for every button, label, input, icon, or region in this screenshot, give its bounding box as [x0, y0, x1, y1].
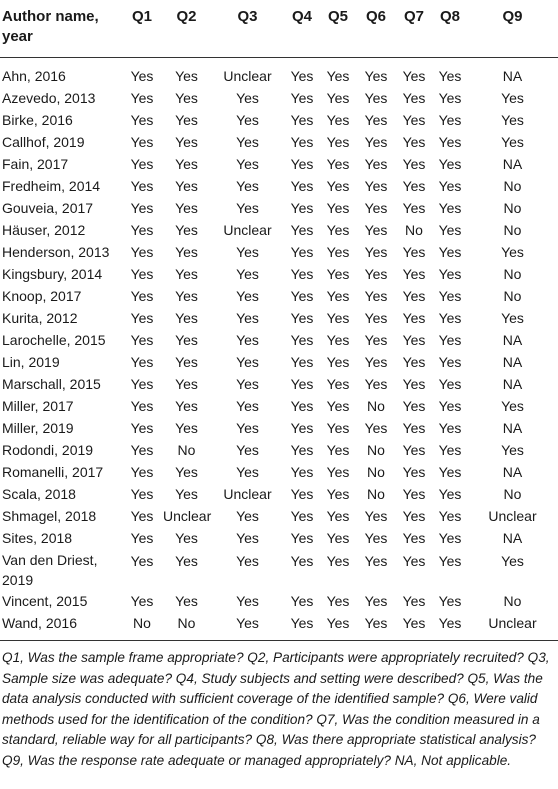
- rating-cell-q7: Yes: [402, 508, 426, 524]
- rating-cell-q4: Yes: [290, 553, 314, 569]
- rating-cell-q4: Yes: [290, 178, 314, 194]
- rating-cell-q7: Yes: [402, 354, 426, 370]
- rating-cell-q8: Yes: [438, 553, 462, 569]
- rating-cell-q6: Yes: [364, 156, 388, 172]
- rating-cell-q8: Yes: [438, 376, 462, 392]
- author-cell: Fain, 2017: [2, 156, 69, 172]
- table-row: [0, 197, 558, 219]
- rating-cell-q3: Yes: [236, 288, 259, 304]
- rating-cell-q9: Yes: [501, 134, 524, 150]
- rating-cell-q5: Yes: [326, 288, 350, 304]
- rating-cell-q8: Yes: [438, 530, 462, 546]
- rating-cell-q3: Yes: [236, 178, 259, 194]
- rating-cell-q4: Yes: [290, 593, 314, 609]
- rating-cell-q2: Yes: [175, 332, 198, 348]
- rating-cell-q4: Yes: [290, 486, 314, 502]
- rating-cell-q2: Yes: [175, 266, 198, 282]
- rating-cell-q3: Yes: [236, 112, 259, 128]
- rating-cell-q1: Yes: [130, 288, 154, 304]
- rating-cell-q4: Yes: [290, 266, 314, 282]
- rating-cell-q4: Yes: [285, 612, 319, 641]
- rating-cell-q5: Yes: [326, 486, 350, 502]
- author-cell: Callhof, 2019: [2, 134, 85, 150]
- rating-cell-q3: Yes: [236, 530, 259, 546]
- author-cell: Fredheim, 2014: [2, 178, 101, 194]
- rating-cell-q2: Unclear: [163, 508, 212, 524]
- rating-cell-q5: Yes: [326, 156, 350, 172]
- rating-cell-q3: Yes: [236, 508, 259, 524]
- author-cell: Marschall, 2015: [2, 376, 101, 392]
- rating-cell-q1: Yes: [130, 310, 154, 326]
- rating-cell-q9: Yes: [501, 244, 524, 260]
- rating-cell-q2: Yes: [175, 244, 198, 260]
- rating-cell-q6: Yes: [364, 354, 388, 370]
- author-cell: Häuser, 2012: [2, 222, 86, 238]
- rating-cell-q6: Yes: [364, 508, 388, 524]
- rating-cell-q8: Yes: [438, 244, 462, 260]
- rating-cell-q6: Yes: [364, 593, 388, 609]
- rating-cell-q5: Yes: [326, 90, 350, 106]
- rating-cell-q8: Yes: [438, 464, 462, 480]
- table-row: [0, 131, 558, 153]
- table-row: [0, 417, 558, 439]
- table-row: [0, 483, 558, 505]
- rating-cell-q9: NA: [502, 332, 523, 348]
- rating-cell-q5: Yes: [326, 398, 350, 414]
- rating-cell-q6: Yes: [364, 266, 388, 282]
- rating-cell-q5: Yes: [326, 420, 350, 436]
- rating-cell-q3: Yes: [236, 354, 259, 370]
- rating-cell-q2: Yes: [175, 222, 198, 238]
- rating-cell-q7: Yes: [402, 486, 426, 502]
- author-cell: Lin, 2019: [2, 354, 60, 370]
- rating-cell-q6: Yes: [364, 376, 388, 392]
- rating-cell-q2: Yes: [175, 376, 198, 392]
- rating-cell-q5: Yes: [326, 178, 350, 194]
- author-cell: Vincent, 2015: [2, 593, 88, 609]
- rating-cell-q2: Yes: [175, 134, 198, 150]
- rating-cell-q7: Yes: [402, 420, 426, 436]
- rating-cell-q3: Yes: [236, 134, 259, 150]
- rating-cell-q2: Yes: [175, 420, 198, 436]
- rating-cell-q8: Yes: [438, 508, 462, 524]
- rating-cell-q6: Yes: [364, 420, 388, 436]
- rating-cell-q6: Yes: [364, 112, 388, 128]
- table-row: [0, 175, 558, 197]
- table-row: [0, 285, 558, 307]
- rating-cell-q3: Yes: [236, 376, 259, 392]
- rating-cell-q9: Unclear: [467, 612, 558, 641]
- column-header-q4: Q4: [285, 0, 319, 58]
- rating-cell-q2: Yes: [175, 310, 198, 326]
- rating-cell-q4: Yes: [290, 68, 314, 84]
- rating-cell-q5: Yes: [326, 593, 350, 609]
- rating-cell-q2: Yes: [175, 553, 198, 569]
- rating-cell-q2: No: [163, 612, 210, 641]
- rating-cell-q7: Yes: [402, 68, 426, 84]
- rating-cell-q1: Yes: [130, 266, 154, 282]
- rating-cell-q7: Yes: [402, 530, 426, 546]
- author-cell: Birke, 2016: [2, 112, 73, 128]
- rating-cell-q3: Yes: [210, 612, 285, 641]
- table-row: [0, 219, 558, 241]
- rating-cell-q2: Yes: [175, 68, 198, 84]
- rating-cell-q7: Yes: [395, 612, 433, 641]
- rating-cell-q9: Yes: [501, 112, 524, 128]
- rating-cell-q8: Yes: [433, 612, 467, 641]
- rating-cell-q5: Yes: [326, 354, 350, 370]
- rating-cell-q3: Unclear: [223, 222, 272, 238]
- table-row: [0, 307, 558, 329]
- rating-cell-q1: Yes: [130, 90, 154, 106]
- rating-cell-q2: Yes: [175, 178, 198, 194]
- rating-cell-q1: Yes: [130, 244, 154, 260]
- author-cell: Wand, 2016: [0, 612, 121, 641]
- rating-cell-q9: NA: [502, 354, 523, 370]
- rating-cell-q7: Yes: [402, 134, 426, 150]
- rating-cell-q4: Yes: [290, 442, 314, 458]
- rating-cell-q6: No: [367, 486, 385, 502]
- rating-cell-q3: Yes: [236, 266, 259, 282]
- rating-cell-q4: Yes: [290, 398, 314, 414]
- rating-cell-q8: Yes: [438, 200, 462, 216]
- rating-cell-q4: Yes: [290, 288, 314, 304]
- rating-cell-q4: Yes: [290, 156, 314, 172]
- rating-cell-q4: Yes: [290, 464, 314, 480]
- rating-cell-q3: Yes: [236, 420, 259, 436]
- rating-cell-q7: Yes: [402, 288, 426, 304]
- table-row: [0, 505, 558, 527]
- rating-cell-q4: Yes: [290, 508, 314, 524]
- column-header-q7: Q7: [395, 0, 433, 58]
- rating-cell-q6: Yes: [364, 200, 388, 216]
- rating-cell-q7: Yes: [402, 244, 426, 260]
- rating-cell-q8: Yes: [438, 593, 462, 609]
- rating-cell-q7: Yes: [402, 266, 426, 282]
- rating-cell-q2: Yes: [175, 530, 198, 546]
- column-header-q9: Q9: [467, 0, 558, 58]
- rating-cell-q9: No: [503, 288, 522, 304]
- rating-cell-q1: Yes: [130, 376, 154, 392]
- rating-cell-q3: Yes: [236, 593, 259, 609]
- rating-cell-q3: Yes: [236, 156, 259, 172]
- rating-cell-q1: Yes: [130, 464, 154, 480]
- rating-cell-q8: Yes: [438, 134, 462, 150]
- rating-cell-q3: Yes: [236, 553, 259, 569]
- rating-cell-q5: Yes: [326, 464, 350, 480]
- rating-cell-q9: NA: [502, 156, 523, 172]
- rating-cell-q1: Yes: [130, 354, 154, 370]
- rating-cell-q2: Yes: [175, 354, 198, 370]
- rating-cell-q8: Yes: [438, 332, 462, 348]
- column-header-q3: Q3: [210, 0, 285, 58]
- column-header-q2: Q2: [163, 0, 210, 58]
- rating-cell-q1: No: [121, 612, 163, 641]
- rating-cell-q9: No: [503, 486, 522, 502]
- rating-cell-q1: Yes: [130, 593, 154, 609]
- table-row: [0, 612, 558, 641]
- table-row: [0, 87, 558, 109]
- rating-cell-q3: Yes: [236, 244, 259, 260]
- rating-cell-q8: Yes: [438, 420, 462, 436]
- rating-cell-q8: Yes: [438, 112, 462, 128]
- rating-cell-q9: NA: [502, 420, 523, 436]
- rating-cell-q6: Yes: [364, 222, 388, 238]
- rating-cell-q2: Yes: [175, 156, 198, 172]
- rating-cell-q1: Yes: [130, 156, 154, 172]
- rating-cell-q5: Yes: [319, 612, 357, 641]
- author-cell: Larochelle, 2015: [2, 332, 106, 348]
- rating-cell-q5: Yes: [326, 310, 350, 326]
- rating-cell-q5: Yes: [326, 266, 350, 282]
- rating-cell-q3: Yes: [236, 442, 259, 458]
- table-row: [0, 263, 558, 285]
- rating-cell-q6: Yes: [364, 553, 388, 569]
- column-header-q6: Q6: [357, 0, 395, 58]
- rating-cell-q3: Yes: [236, 398, 259, 414]
- table-header-row: [0, 0, 558, 58]
- rating-cell-q1: Yes: [130, 553, 154, 569]
- table-row: [0, 109, 558, 131]
- rating-cell-q5: Yes: [326, 112, 350, 128]
- rating-cell-q8: Yes: [438, 222, 462, 238]
- rating-cell-q7: Yes: [402, 112, 426, 128]
- rating-cell-q4: Yes: [290, 90, 314, 106]
- rating-cell-q2: Yes: [175, 90, 198, 106]
- rating-cell-q4: Yes: [290, 530, 314, 546]
- rating-cell-q5: Yes: [326, 376, 350, 392]
- author-cell: Romanelli, 2017: [2, 464, 104, 480]
- rating-cell-q1: Yes: [130, 530, 154, 546]
- rating-cell-q8: Yes: [438, 398, 462, 414]
- table-row: [0, 373, 558, 395]
- rating-cell-q6: Yes: [364, 244, 388, 260]
- rating-cell-q1: Yes: [130, 508, 154, 524]
- rating-cell-q1: Yes: [130, 398, 154, 414]
- author-cell: Kingsbury, 2014: [2, 266, 103, 282]
- rating-cell-q2: Yes: [175, 464, 198, 480]
- rating-cell-q8: Yes: [438, 442, 462, 458]
- rating-cell-q9: NA: [502, 68, 523, 84]
- rating-cell-q4: Yes: [290, 420, 314, 436]
- rating-cell-q2: Yes: [175, 288, 198, 304]
- table-row: [0, 395, 558, 417]
- author-cell: Miller, 2017: [2, 398, 74, 414]
- rating-cell-q6: Yes: [364, 90, 388, 106]
- author-cell: Scala, 2018: [2, 486, 76, 502]
- rating-cell-q6: Yes: [364, 134, 388, 150]
- rating-cell-q7: Yes: [402, 593, 426, 609]
- rating-cell-q9: NA: [502, 376, 523, 392]
- table-row: [0, 58, 558, 88]
- rating-cell-q1: Yes: [130, 332, 154, 348]
- rating-cell-q9: Yes: [501, 442, 524, 458]
- rating-cell-q1: Yes: [130, 222, 154, 238]
- rating-cell-q3: Unclear: [223, 68, 272, 84]
- rating-cell-q8: Yes: [438, 486, 462, 502]
- rating-cell-q1: Yes: [130, 68, 154, 84]
- table-row: [0, 241, 558, 263]
- rating-cell-q4: Yes: [290, 222, 314, 238]
- rating-cell-q6: Yes: [364, 178, 388, 194]
- rating-cell-q9: NA: [502, 464, 523, 480]
- table-row: [0, 549, 558, 590]
- table-row: [0, 590, 558, 612]
- author-cell: Shmagel, 2018: [2, 508, 97, 524]
- rating-cell-q3: Yes: [236, 200, 259, 216]
- rating-cell-q4: Yes: [290, 332, 314, 348]
- rating-cell-q7: Yes: [402, 332, 426, 348]
- rating-cell-q7: Yes: [402, 398, 426, 414]
- rating-cell-q1: Yes: [130, 420, 154, 436]
- rating-cell-q5: Yes: [326, 442, 350, 458]
- rating-cell-q2: Yes: [175, 486, 198, 502]
- rating-cell-q9: Unclear: [488, 508, 537, 524]
- table-row: [0, 439, 558, 461]
- rating-cell-q2: No: [177, 442, 196, 458]
- rating-cell-q5: Yes: [326, 200, 350, 216]
- rating-cell-q7: No: [405, 222, 423, 238]
- rating-cell-q7: Yes: [402, 156, 426, 172]
- rating-cell-q9: No: [503, 266, 522, 282]
- table-row: [0, 461, 558, 483]
- rating-cell-q9: NA: [502, 530, 523, 546]
- rating-cell-q2: Yes: [175, 398, 198, 414]
- rating-cell-q1: Yes: [130, 178, 154, 194]
- rating-cell-q7: Yes: [402, 310, 426, 326]
- column-header-q1: Q1: [121, 0, 163, 58]
- rating-cell-q8: Yes: [438, 68, 462, 84]
- rating-cell-q8: Yes: [438, 266, 462, 282]
- author-cell: Kurita, 2012: [2, 310, 78, 326]
- table-footnote: Q1, Was the sample frame appropriate? Q2, Participants were appropriately recruited? Q3, Sample size was adequate? Q4, Study subjects and setting were described? Q5, Was the data analysis conducted with sufficient coverage of the identified sample? Q6, Were valid methods used for the identification of the condition? Q7, Was the condition measured in a standard, reliable way for all participants? Q8, Was there appropriate statistical analysis? Q9, Was the response rate adequate or managed appropriately? NA, Not applicable.: [2, 650, 550, 768]
- author-cell: Knoop, 2017: [2, 288, 82, 304]
- rating-cell-q8: Yes: [438, 310, 462, 326]
- rating-cell-q1: Yes: [130, 442, 154, 458]
- rating-cell-q7: Yes: [402, 553, 426, 569]
- rating-cell-q4: Yes: [290, 134, 314, 150]
- rating-cell-q4: Yes: [290, 310, 314, 326]
- rating-cell-q7: Yes: [402, 442, 426, 458]
- column-header-q8: Q8: [433, 0, 467, 58]
- rating-cell-q6: Yes: [364, 332, 388, 348]
- rating-cell-q6: No: [367, 442, 385, 458]
- rating-cell-q6: Yes: [364, 530, 388, 546]
- rating-cell-q1: Yes: [130, 200, 154, 216]
- author-cell: Ahn, 2016: [2, 68, 66, 84]
- rating-cell-q9: No: [503, 178, 522, 194]
- rating-cell-q5: Yes: [326, 553, 350, 569]
- rating-cell-q2: Yes: [175, 200, 198, 216]
- author-cell: Miller, 2019: [2, 420, 74, 436]
- rating-cell-q9: Yes: [501, 398, 524, 414]
- rating-cell-q7: Yes: [402, 90, 426, 106]
- rating-cell-q9: Yes: [501, 90, 524, 106]
- rating-cell-q2: Yes: [175, 593, 198, 609]
- rating-cell-q6: No: [367, 398, 385, 414]
- rating-cell-q1: Yes: [130, 112, 154, 128]
- rating-cell-q8: Yes: [438, 354, 462, 370]
- rating-cell-q7: Yes: [402, 376, 426, 392]
- table-row: [0, 153, 558, 175]
- rating-cell-q4: Yes: [290, 244, 314, 260]
- table-header: [0, 0, 558, 58]
- rating-cell-q7: Yes: [402, 464, 426, 480]
- rating-cell-q9: Yes: [501, 553, 524, 569]
- table-row: [0, 527, 558, 549]
- rating-cell-q6: Yes: [364, 68, 388, 84]
- rating-cell-q7: Yes: [402, 178, 426, 194]
- column-header-author: Author name, year: [0, 0, 121, 58]
- rating-cell-q3: Unclear: [223, 486, 272, 502]
- author-cell: Sites, 2018: [2, 530, 73, 546]
- rating-cell-q3: Yes: [236, 332, 259, 348]
- rating-cell-q2: Yes: [175, 112, 198, 128]
- rating-cell-q6: Yes: [364, 288, 388, 304]
- author-cell: Rodondi, 2019: [2, 442, 94, 458]
- table-body: [0, 58, 558, 641]
- rating-cell-q5: Yes: [326, 332, 350, 348]
- author-cell: Azevedo, 2013: [2, 90, 96, 106]
- rating-cell-q3: Yes: [236, 310, 259, 326]
- rating-cell-q5: Yes: [326, 222, 350, 238]
- rating-cell-q4: Yes: [290, 200, 314, 216]
- rating-cell-q4: Yes: [290, 354, 314, 370]
- author-cell: Henderson, 2013: [2, 244, 110, 260]
- rating-cell-q1: Yes: [130, 486, 154, 502]
- rating-cell-q5: Yes: [326, 68, 350, 84]
- author-cell: Van den Driest, 2019: [2, 552, 98, 588]
- rating-cell-q5: Yes: [326, 134, 350, 150]
- rating-cell-q5: Yes: [326, 530, 350, 546]
- rating-cell-q9: No: [503, 200, 522, 216]
- rating-cell-q8: Yes: [438, 156, 462, 172]
- rating-cell-q9: No: [503, 222, 522, 238]
- rating-cell-q4: Yes: [290, 112, 314, 128]
- rating-cell-q9: No: [503, 593, 522, 609]
- rating-cell-q3: Yes: [236, 90, 259, 106]
- rating-cell-q6: No: [367, 464, 385, 480]
- table-row: [0, 329, 558, 351]
- rating-cell-q3: Yes: [236, 464, 259, 480]
- rating-cell-q5: Yes: [326, 508, 350, 524]
- rating-cell-q8: Yes: [438, 288, 462, 304]
- rating-cell-q4: Yes: [290, 376, 314, 392]
- rating-cell-q5: Yes: [326, 244, 350, 260]
- column-header-q5: Q5: [319, 0, 357, 58]
- rating-cell-q8: Yes: [438, 90, 462, 106]
- author-cell: Gouveia, 2017: [2, 200, 94, 216]
- rating-cell-q1: Yes: [130, 134, 154, 150]
- rating-cell-q6: Yes: [364, 310, 388, 326]
- rating-cell-q7: Yes: [402, 200, 426, 216]
- rating-cell-q8: Yes: [438, 178, 462, 194]
- rating-cell-q9: Yes: [501, 310, 524, 326]
- rating-cell-q6: Yes: [357, 612, 395, 641]
- table-row: [0, 351, 558, 373]
